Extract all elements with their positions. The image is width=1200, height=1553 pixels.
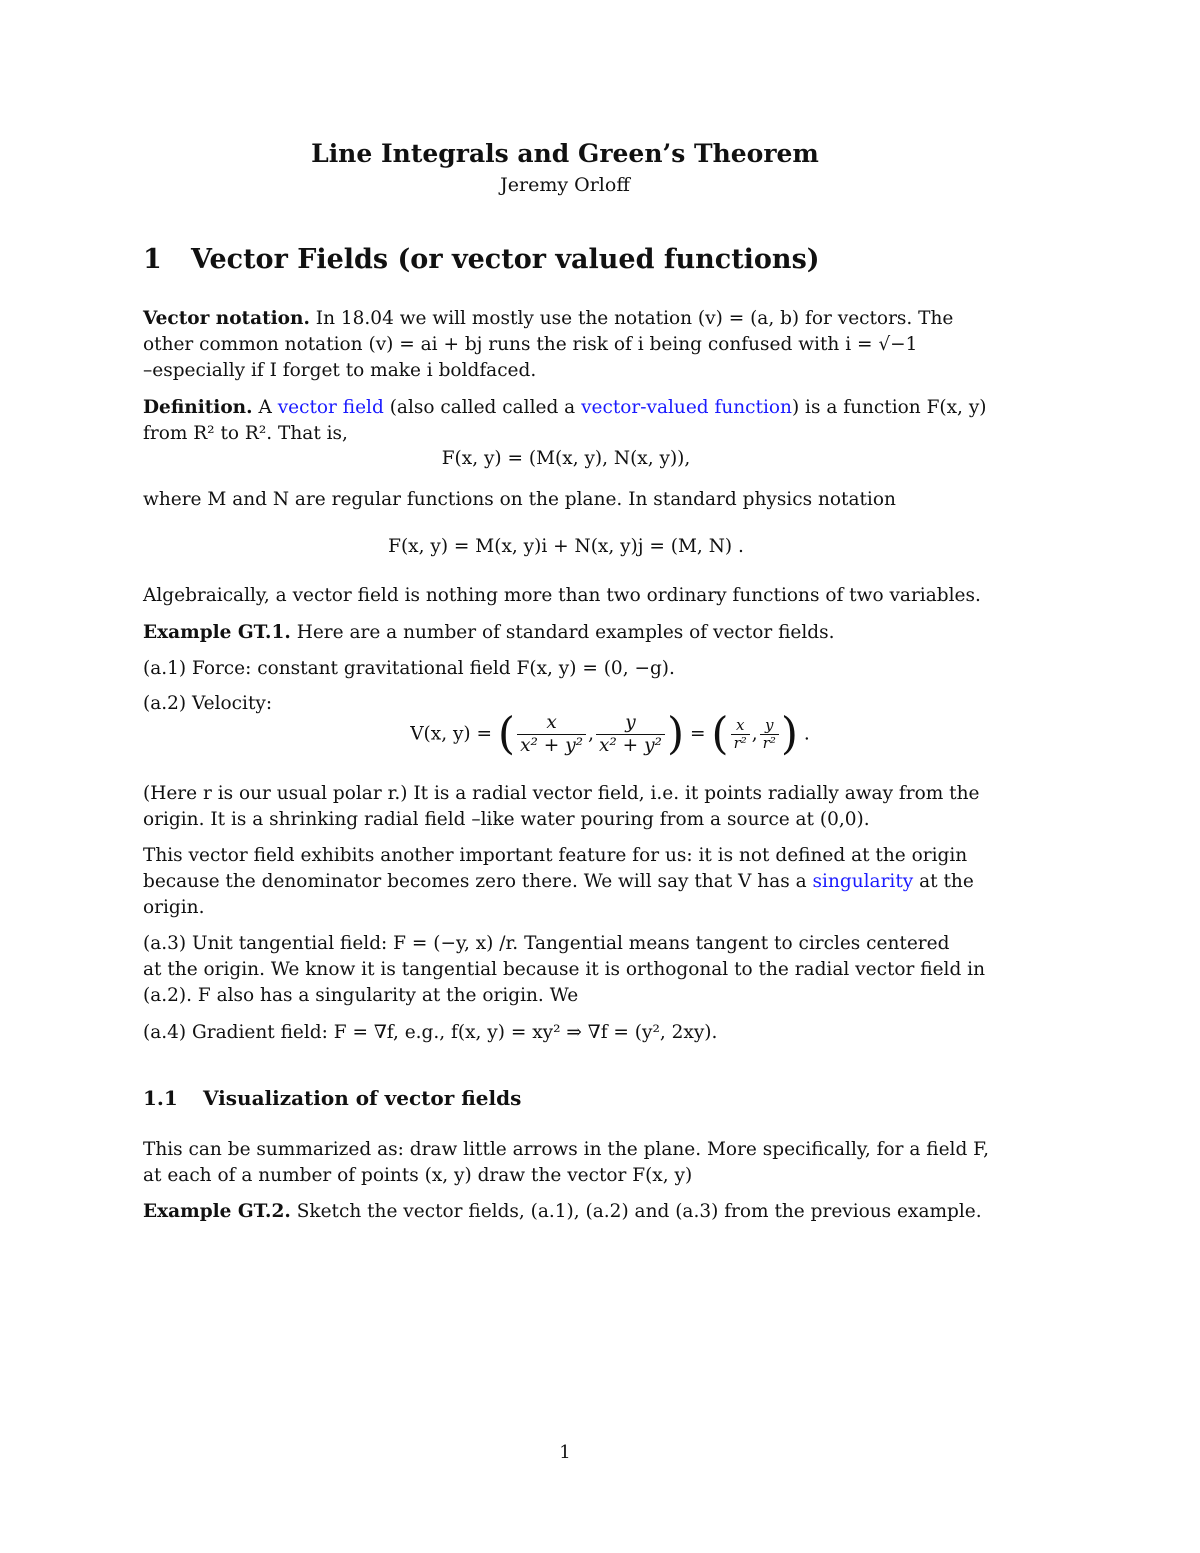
notation-label: Vector notation. <box>143 308 310 329</box>
section-title: Vector Fields (or vector valued functions) <box>191 244 820 275</box>
vector-valued-function-link[interactable]: vector-valued function <box>581 397 792 418</box>
section-heading-1-1 <box>143 1084 989 1112</box>
document-title: Line Integrals and Green’s Theorem <box>311 139 819 168</box>
right-paren-2: ) <box>780 708 799 760</box>
singularity-line-2b: at the <box>919 871 974 892</box>
right-paren: ) <box>666 708 685 760</box>
item-a4: (a.4) Gradient field: F = ∇f, e.g., f(x, y) = xy² ⇒ ∇f = (y², 2xy). <box>143 1022 718 1043</box>
equation-field-components: F(x, y) = (M(x, y), N(x, y)), <box>441 448 691 469</box>
radial-paragraph <box>143 781 989 833</box>
notation-paragraph <box>143 306 989 384</box>
eq-lhs: V(x, y) = <box>410 723 493 745</box>
singularity-link[interactable]: singularity <box>812 871 914 892</box>
frac3-den: r² <box>733 734 747 752</box>
singularity-line-3: origin. <box>143 897 205 918</box>
eq-equals: = <box>690 723 706 745</box>
item-a2: (a.2) Velocity: <box>143 693 273 714</box>
notation-line-1: In 18.04 we will mostly use the notation (v) = (a, b) for vectors. The <box>315 308 954 329</box>
singularity-paragraph <box>143 843 989 921</box>
left-paren-2: ( <box>711 708 729 760</box>
example-gt2 <box>143 1199 989 1225</box>
example-gt1-text: Here are a number of standard examples of vector fields. <box>296 622 835 643</box>
frac1-den: x² + y² <box>520 735 584 756</box>
example-gt2-text: Sketch the vector fields, (a.1), (a.2) and (a.3) from the previous example. <box>296 1201 982 1222</box>
frac3-num: x <box>731 717 750 735</box>
eq-end: . <box>803 723 810 745</box>
definition-label: Definition. <box>143 397 253 418</box>
notation-line-3: –especially if I forget to make i boldfaced. <box>143 360 537 381</box>
fraction-3 <box>731 717 750 752</box>
left-paren: ( <box>497 708 516 760</box>
singularity-line-2a: because the denominator becomes zero there. We will say that V has a <box>143 871 807 892</box>
section-heading-1 <box>143 243 989 277</box>
vis-line-2: at each of a number of points (x, y) draw the vector F(x, y) <box>143 1165 693 1186</box>
frac4-den: r² <box>762 734 776 752</box>
equation-velocity: V(x, y) = ( $\frac{x}{\text{x² + y²}}$ , $\frac{y}{\text{x² + y²}}$ ) = ( $\frac{x}{\text{r²}}$ , $\frac{y}{\text{r²}}$ ) . <box>410 708 810 760</box>
item-a1: (a.1) Force: constant gravitational field F(x, y) = (0, −g). <box>143 658 675 679</box>
equation-physics-notation: F(x, y) = M(x, y)i + N(x, y)j = (M, N) . <box>388 536 744 557</box>
algebraic-paragraph: Algebraically, a vector field is nothing more than two ordinary functions of two variables. <box>143 585 981 606</box>
subsection-title: Visualization of vector fields <box>203 1086 522 1110</box>
example-gt1 <box>143 620 989 646</box>
definition-line-2: from R² to R². That is, <box>143 423 348 444</box>
item-a3 <box>143 931 989 1009</box>
fraction-4 <box>760 717 779 752</box>
radial-line-1: (Here r is our usual polar r.) It is a radial vector field, i.e. it points radially away from the <box>143 783 980 804</box>
frac4-num: y <box>760 717 779 735</box>
a3-line-2: at the origin. We know it is tangential because it is orthogonal to the radial vector field in <box>143 959 985 980</box>
vector-field-link[interactable]: vector field <box>277 397 384 418</box>
fraction-1 <box>517 712 586 757</box>
a3-line-3: (a.2). F also has a singularity at the origin. We <box>143 985 579 1006</box>
vis-line-1: This can be summarized as: draw little arrows in the plane. More specifically, for a field F, <box>143 1139 990 1160</box>
definition-text-c: ) is a function F(x, y) <box>791 397 987 418</box>
author: Jeremy Orloff <box>500 174 630 196</box>
subsection-number: 1.1 <box>143 1086 178 1110</box>
singularity-line-1: This vector field exhibits another important feature for us: it is not defined at the origin <box>143 845 968 866</box>
frac2-den: x² + y² <box>598 735 662 756</box>
radial-line-2: origin. It is a shrinking radial field –like water pouring from a source at (0,0). <box>143 809 870 830</box>
section-number: 1 <box>143 244 162 275</box>
notation-line-2: other common notation (v) = ai + bj runs the risk of i being confused with i = √−1 <box>143 334 918 355</box>
definition-text-a: A <box>258 397 272 418</box>
example-gt1-label: Example GT.1. <box>143 622 291 643</box>
page-number: 1 <box>559 1442 571 1463</box>
definition-text-b: (also called called a <box>389 397 576 418</box>
visualization-paragraph <box>143 1137 989 1189</box>
frac1-num: x <box>517 712 586 735</box>
definition-paragraph <box>143 395 989 447</box>
fraction-2 <box>596 712 665 757</box>
a3-line-1: (a.3) Unit tangential field: F = (−y, x) /r. Tangential means tangent to circles centered <box>143 933 950 954</box>
example-gt2-label: Example GT.2. <box>143 1201 291 1222</box>
physics-notation-line: where M and N are regular functions on the plane. In standard physics notation <box>143 489 896 510</box>
frac2-num: y <box>596 712 665 735</box>
